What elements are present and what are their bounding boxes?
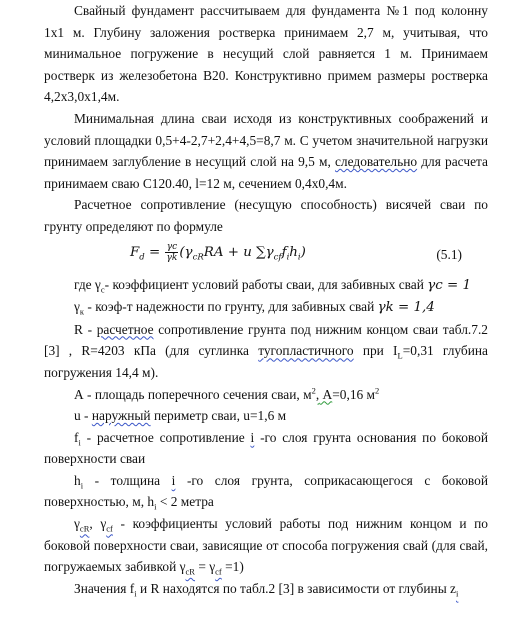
- definition-r: R - расчетное сопротивление грунта под нижним концом сваи табл.7.2 [3] , R=4203 кПа (для суглинка тугопластичного при $I_L=0,31$ глубина погружения 14,4 м).: [44, 321, 489, 380]
- definition-hi: $h_i$ - толщина i -го слоя грунта, соприкасающегося с боковой поверхностью, м, $h_i < 2$ метра: [44, 472, 488, 513]
- paragraph-formula-intro: Расчетное сопротивление (несущую способность) висячей сваи по грунту определяют по формуле: [44, 197, 488, 234]
- definition-gamma-c: где $\gamma_c-$ коэффициент условий работы сваи, для забивных свай γc = 1: [74, 276, 472, 295]
- definition-fi: $f_i$ - расчетное сопротивление i -го слоя грунта основания по боковой поверхности сваи: [44, 429, 488, 467]
- definition-gamma-cr-cf: $\gamma_{cR}$, $\gamma_{cf}$ - коэффициенты условий работы под нижним концом и по боковой поверхности сваи, зависящие от способа погружения свай (для свай, погружаемых забивкой $\gamma_{cR} = \gamma_{cf} =1$): [44, 516, 488, 577]
- formula-fraction: $\frac{\gamma c}{\gamma k}$: [166, 241, 178, 263]
- spellcheck-word: следовательно: [334, 154, 418, 170]
- equation-number: (5.1): [436, 246, 462, 262]
- spellcheck-word: расчетное: [96, 321, 154, 337]
- spellcheck-word: тугопластичного: [258, 343, 354, 359]
- paragraph-values: Значения $f_i$ и R находятся по табл.2 [3] в зависимости от глубины $z_i$: [74, 580, 459, 599]
- formula-expression: $F_d$ = $\frac{\gamma c}{\gamma k}$ ($\gamma_{cR}RA + u$ $\sum\gamma_{cf}f_ih_i$): [130, 241, 306, 263]
- formula-5-1: [44, 240, 488, 270]
- definition-gamma-k: $\gamma_к$ - коэф-т надежности по грунту, для забивных свай γk = 1,4: [74, 299, 435, 317]
- spellcheck-word: А: [319, 386, 333, 402]
- spellcheck-word: i: [171, 472, 176, 488]
- spellcheck-word: i: [250, 429, 255, 445]
- spellcheck-word: наружный: [91, 408, 151, 424]
- definition-a: А - площадь поперечного сечения сваи, $м^2$, А=0,16 $м^2$: [74, 385, 380, 402]
- definition-u: u - наружный периметр сваи, u=1,6 м: [74, 408, 287, 424]
- paragraph-pile-length: Минимальная длина сваи исходя из конструктивных соображений и условий площадки 0,5+4-2,7+2,4+4,5=8,7 м. С учетом значительной нагрузки принимаем заглубление в несущий слой на 9,5 м, следовательно для расчета принимаем сваю С120.40, l=12 м, сечением 0,4х0,4м.: [44, 110, 488, 191]
- paragraph-foundation: Свайный фундамент рассчитываем для фундамента №1 под колонну 1х1 м. Глубину заложения ростверка принимаем 2,7 м, учитывая, что минимальное погружение в несущий слой равняется 1 м. Принимаем ростверк из железобетона В20. Конструктивно примем размеры ростверка 4,2х3,0х1,4м.: [44, 3, 488, 105]
